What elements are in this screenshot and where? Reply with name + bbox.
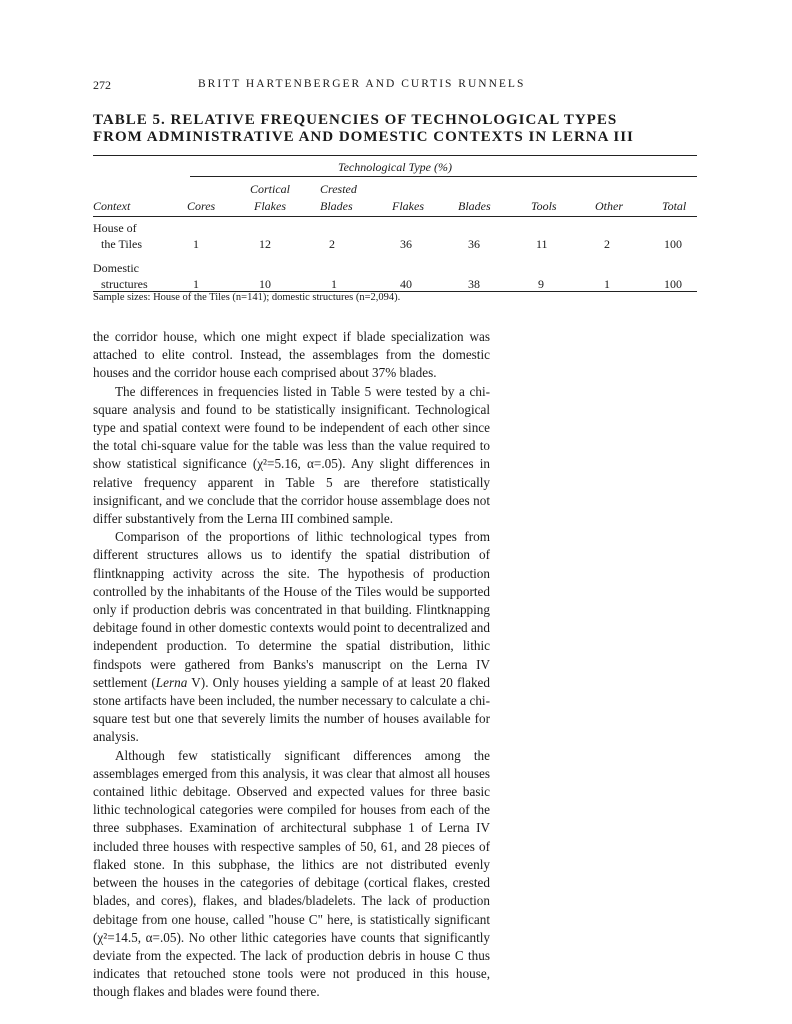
paragraph-3	[93, 528, 490, 746]
table-top-rule	[93, 155, 697, 156]
col-header-cores: Cores	[187, 199, 216, 213]
paragraph-1: the corridor house, which one might expect if blade specialization was attached to elite control. Instead, the assemblages from the domestic houses and the corridor house each comprised about 37% blades.	[93, 329, 490, 381]
table-cell: 11	[536, 237, 548, 251]
table-cell: 100	[664, 237, 682, 251]
header-bottom-rule	[93, 216, 697, 217]
table-cell: 100	[664, 277, 682, 291]
row-2-context-line-2: structures	[101, 277, 148, 291]
table-cell: 2	[604, 237, 610, 251]
table-title-line-2: FROM ADMINISTRATIVE AND DOMESTIC CONTEXTS IN LERNA III	[93, 129, 634, 145]
table-title-line-1: TABLE 5. RELATIVE FREQUENCIES OF TECHNOLOGICAL TYPES	[93, 112, 618, 128]
col-header-other: Other	[595, 199, 623, 213]
paragraph-3-part-b: V). Only houses yielding a sample of at least 20 flaked stone artifacts have been included, the number necessary to calculate a chi-square test but one that severely limits the number of houses available for analysis.	[93, 674, 490, 745]
table-cell: 1	[193, 237, 199, 251]
group-header-rule	[190, 176, 697, 177]
table-cell: 10	[259, 277, 271, 291]
table-cell: 1	[331, 277, 337, 291]
row-1-context-line-2: the Tiles	[101, 237, 143, 251]
col-header-cortical-2: Flakes	[254, 199, 286, 213]
paragraph-4: Although few statistically significant differences among the assemblages emerged from this analysis, it was clear that almost all houses contained lithic debitage. Observed and expected values for three basic lithic technological categories were compiled for houses from each of the three subphases. Examination of architectural subphase 1 of Lerna IV included three houses with respective samples of 50, 61, and 28 pieces of flaked stone. In this subphase, the lithics are not distributed evenly between the houses in the categories of debitage (cortical flakes, crested blades, and cores), flakes, and blades/bladelets. The lack of production debitage from one house, called "house C" here, is statistically significant (χ²=14.5, α=.05). No other lithic categories have counts that significantly deviate from the expected. The lack of production debris in house C thus indicates that retouched stone tools were not produced in this house, though flakes and blades were found there.	[93, 747, 490, 1000]
page-number: 272	[93, 78, 111, 92]
running-head: BRITT HARTENBERGER AND CURTIS RUNNELS	[198, 78, 526, 90]
group-header: Technological Type (%)	[338, 160, 452, 174]
col-header-blades: Blades	[458, 199, 491, 213]
table-note: Sample sizes: House of the Tiles (n=141); domestic structures (n=2,094).	[93, 292, 401, 303]
table-cell: 9	[538, 277, 544, 291]
col-header-cortical-1: Cortical	[250, 182, 291, 196]
table-cell: 1	[604, 277, 610, 291]
col-header-tools: Tools	[531, 199, 557, 213]
col-header-crested-2: Blades	[320, 199, 353, 213]
table-cell: 2	[329, 237, 335, 251]
row-2-context-line-1: Domestic	[93, 261, 139, 275]
row-1-context-line-1: House of	[93, 221, 137, 235]
body-text	[93, 328, 490, 1002]
table-cell: 36	[468, 237, 480, 251]
table-title	[93, 112, 703, 146]
paragraph-2: The differences in frequencies listed in Table 5 were tested by a chi-square analysis and found to be statistically insignificant. Technological type and spatial context were found to be independent of each other since the total chi-square value for the table was less than the value required to show statistical significance (χ²=5.16, α=.05). Any slight differences in relative frequency apparent in Table 5 are therefore statistically insignificant, and we conclude that the corridor house assemblage does not differ substantively from the Lerna III combined sample.	[93, 383, 490, 527]
paragraph-3-part-a: Comparison of the proportions of lithic technological types from different structures allows us to identify the spatial distribution of flintknapping activity across the site. The hypothesis of production controlled by the inhabitants of the House of the Tiles would be supported only if production debris was concentrated in that building. Flintknapping debitage found in other domestic contexts would point to decentralized and independent production. To determine the spatial distribution, lithic findspots were gathered from Banks's manuscript on the Lerna IV settlement (	[93, 529, 490, 690]
col-header-total: Total	[662, 199, 687, 213]
col-header-context: Context	[93, 199, 131, 213]
table-cell: 40	[400, 277, 412, 291]
paragraph-3-italic: Lerna	[155, 674, 188, 690]
table-cell: 1	[193, 277, 199, 291]
col-header-crested-1: Crested	[320, 182, 357, 196]
col-header-flakes: Flakes	[392, 199, 424, 213]
table-cell: 38	[468, 277, 480, 291]
table-cell: 36	[400, 237, 412, 251]
table-cell: 12	[259, 237, 271, 251]
